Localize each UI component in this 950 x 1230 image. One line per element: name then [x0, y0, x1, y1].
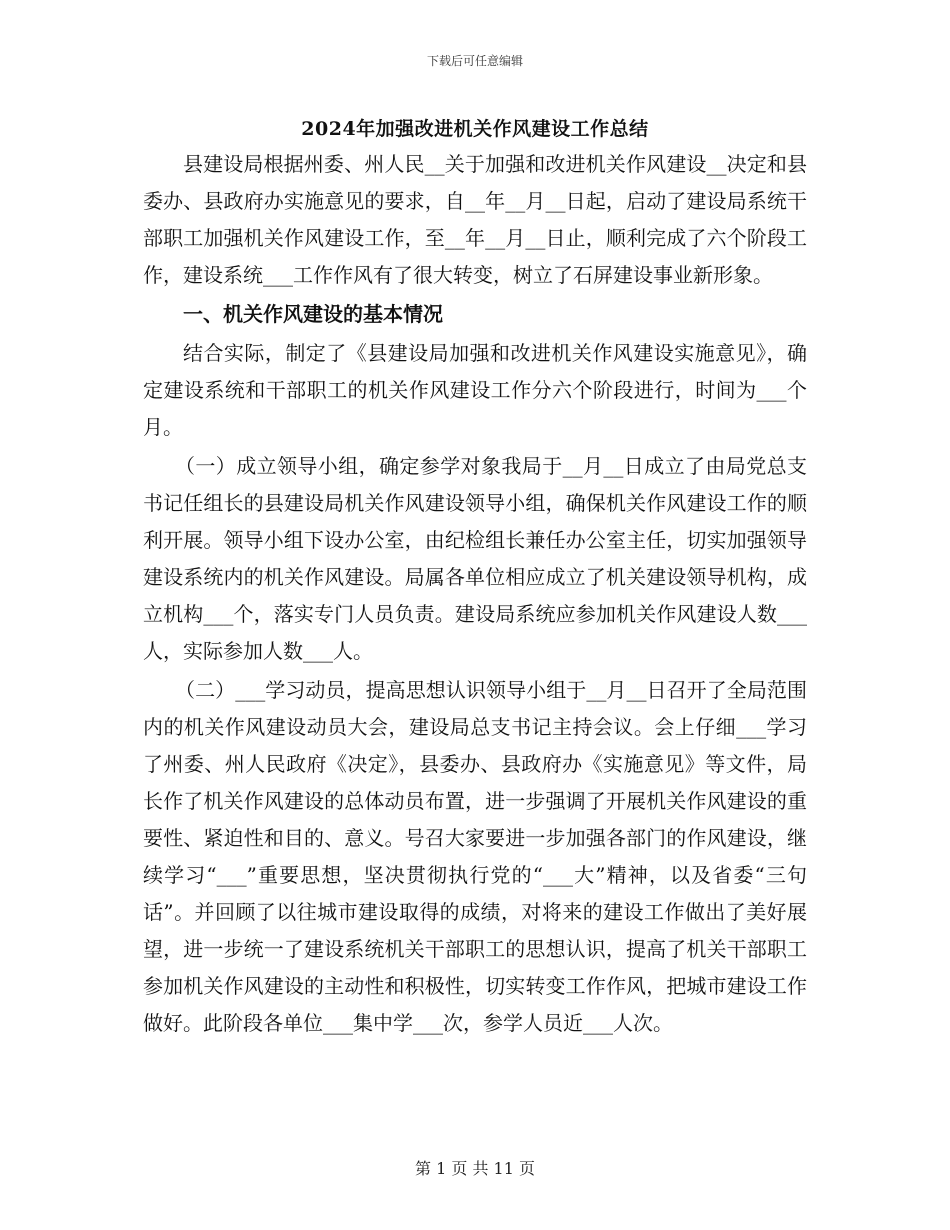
page-number-footer: 第 1 页 共 11 页 [415, 1159, 535, 1178]
document-title: 2024年加强改进机关作风建设工作总结 [301, 118, 649, 140]
intro-paragraph: 县建设局根据州委、州人民__关于加强和改进机关作风建设__决定和县委办、县政府办实施意见的要求，自__年__月__日起，启动了建设局系统干部职工加强机关作风建设工作，至__年__月__日止，顺利完成了六个阶段工作，建设系统___工作作风有了很大转变，树立了石屏建设事业新形象。 [143, 152, 807, 287]
body-paragraph: （一）成立领导小组，确定参学对象我局于__月__日成立了由局党总支书记任组长的县建设局机关作风建设领导小组，确保机关作风建设工作的顺利开展。领导小组下设办公室，由纪检组长兼任办公室主任，切实加强领导建设系统内的机关作风建设。局属各单位相应成立了机关建设领导机构，成立机构___个，落实专门人员负责。建设局系统应参加机关作风建设人数___人，实际参加人数___人。 [143, 454, 807, 663]
body-paragraph: （二）___学习动员，提高思想认识领导小组于__月__日召开了全局范围内的机关作风建设动员大会，建设局总支书记主持会议。会上仔细___学习了州委、州人民政府《决定》，县委办、县政府办《实施意见》等文件，局长作了机关作风建设的总体动员布置，进一步强调了开展机关作风建设的重要性、紧迫性和目的、意义。号召大家要进一步加强各部门的作风建设，继续学习“___”重要思想，坚决贯彻执行党的“___大”精神，以及省委“三句话”。并回顾了以往城市建设取得的成绩，对将来的建设工作做出了美好展望，进一步统一了建设系统机关干部职工的思想认识，提高了机关干部职工参加机关作风建设的主动性和积极性，切实转变工作作风，把城市建设工作做好。此阶段各单位___集中学___次，参学人员近___人次。 [143, 678, 807, 1035]
page-header: 下载后可任意编辑 [426, 54, 523, 68]
section-heading: 一、机关作风建设的基本情况 [183, 302, 443, 326]
document-body [143, 146, 807, 1044]
body-paragraph: 结合实际，制定了《县建设局加强和改进机关作风建设实施意见》，确定建设系统和干部职工的机关作风建设工作分六个阶段进行，时间为___个月。 [143, 341, 807, 439]
